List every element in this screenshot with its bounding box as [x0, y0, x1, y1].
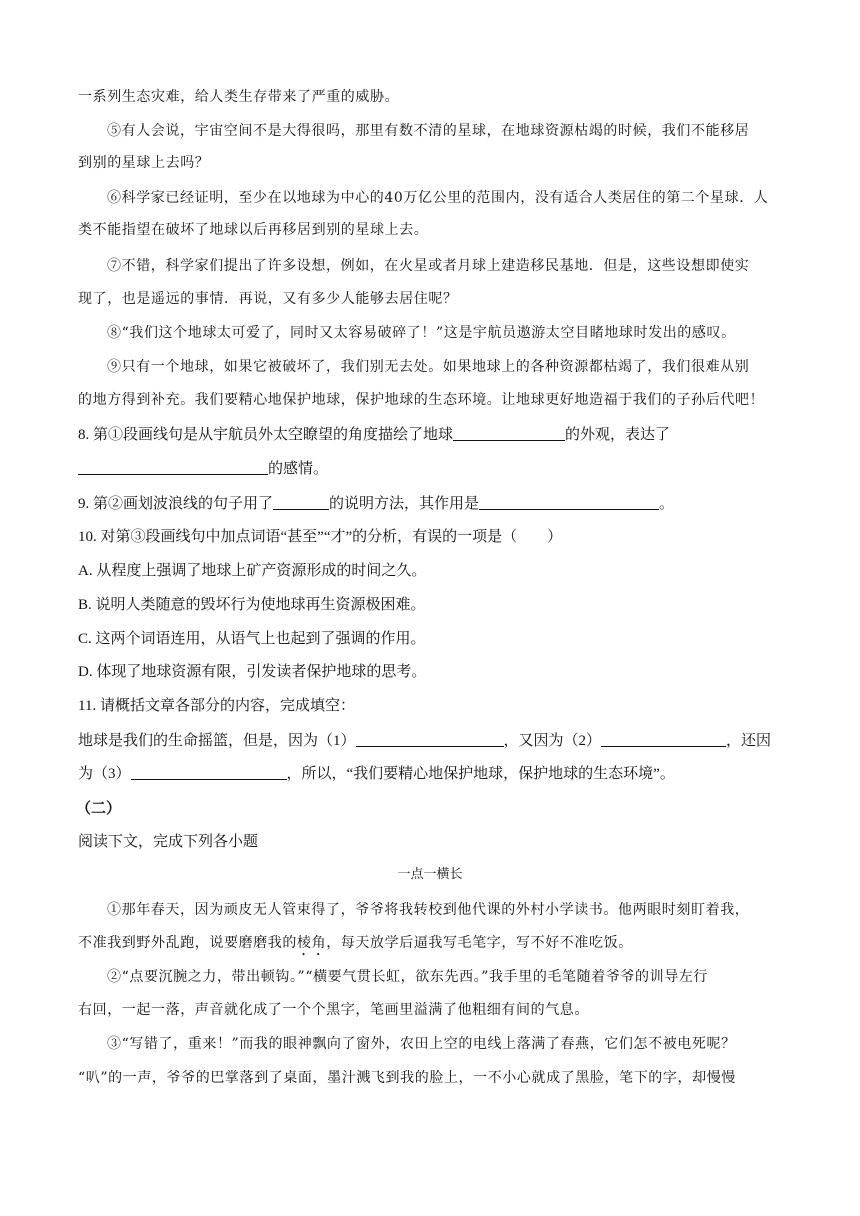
answer-blank-8b[interactable]	[78, 460, 268, 475]
question-10-option-c[interactable]: C. 这两个词语连用，从语气上也起到了强调的作用。	[78, 631, 426, 647]
question-11-text-a: 地球是我们的生命摇篮，但是，因为（1）	[78, 733, 356, 749]
answer-blank-11-2[interactable]	[601, 732, 726, 747]
question-11-text-e: ，所以，“我们要精心地保护地球，保护地球的生态环境”。	[286, 766, 675, 782]
question-11-line-2	[78, 764, 675, 784]
paragraph-8: ⑧“我们这个地球太可爱了，同时又太容易破碎了！”这是宇航员遨游太空目睹地球时发出的感叹。	[107, 325, 736, 341]
answer-blank-8a[interactable]	[453, 426, 565, 441]
question-11-text-c: ，还因	[726, 733, 772, 749]
paragraph-9-line-2: 的地方得到补充。我们要精心地保护地球，保护地球的生态环境。让地球更好地造福于我们的子孙后代吧！	[78, 392, 765, 408]
paragraph-6-line-1: ⑥科学家已经证明，至少在以地球为中心的40万亿公里的范围内，没有适合人类居住的第二个星球．人	[107, 190, 769, 206]
answer-blank-11-1[interactable]	[356, 732, 504, 747]
question-8	[78, 425, 670, 445]
question-8-text-c: 的感情。	[268, 461, 329, 477]
section-2-instruction: 阅读下文，完成下列各小题	[78, 834, 259, 850]
article-title: 一点一横长	[397, 867, 463, 882]
article-paragraph-1-text-b: ，每天放学后逼我写毛笔字，写不好不准吃饭。	[326, 935, 633, 951]
article-paragraph-3-line-1: ③“写错了，重来！”而我的眼神飘向了窗外，农田上空的电线上落满了春燕，它们怎不被电死呢？	[107, 1036, 736, 1052]
question-10-option-d[interactable]: D. 体现了地球资源有限，引发读者保护地球的思考。	[78, 664, 427, 680]
question-10: 10. 对第③段画线句中加点词语“甚至”“才”的分析，有误的一项是（ ）	[78, 529, 563, 545]
question-9-text-c: 。	[659, 496, 675, 512]
question-11-text-d: 为（3）	[78, 766, 131, 782]
paragraph-7-line-1: ⑦不错，科学家们提出了许多设想，例如，在火星或者月球上建造移民基地．但是，这些设想即使实	[107, 258, 750, 274]
article-paragraph-2-line-2: 右回，一起一落，声音就化成了一个个黑字，笔画里溢满了他粗细有间的气息。	[78, 1002, 589, 1018]
paragraph-5-line-2: 到别的星球上去吗？	[78, 155, 210, 171]
question-11: 11. 请概括文章各部分的内容，完成填空：	[78, 698, 355, 714]
article-paragraph-3-line-2: “叭”的一声，爷爷的巴掌落到了桌面，墨汁溅飞到我的脸上，一不小心就成了黑脸，笔下的字，却慢慢	[78, 1070, 736, 1086]
question-11-line-1	[78, 731, 771, 751]
paragraph-7-line-2: 现了，也是遥远的事情．再说，又有多少人能够去居住呢？	[78, 291, 458, 307]
paragraph-6-line-2: 类不能指望在破坏了地球以后再移居到别的星球上去。	[78, 222, 429, 238]
question-11-text-b: ，又因为（2）	[503, 733, 602, 749]
article-paragraph-1-line-2	[78, 933, 633, 959]
article-paragraph-1-text-a: 不准我到野外乱跑，说要磨磨我的	[78, 935, 297, 951]
question-8-continued	[78, 459, 328, 479]
question-8-text-a: 8. 第①段画线句是从宇航员外太空瞭望的角度描绘了地球	[78, 427, 454, 443]
paragraph-9-line-1: ⑨只有一个地球，如果它被破坏了，我们别无去处。如果地球上的各种资源都枯竭了，我们很难从别	[107, 359, 750, 375]
answer-blank-9a[interactable]	[273, 495, 329, 510]
paragraph-5-line-1: ⑤有人会说，宇宙空间不是大得很吗，那里有数不清的星球，在地球资源枯竭的时候，我们不能移居	[107, 123, 750, 139]
question-10-option-b[interactable]: B. 说明人类随意的毁坏行为使地球再生资源极困难。	[78, 597, 426, 613]
dotted-word: 棱角	[297, 935, 327, 951]
question-10-option-a[interactable]: A. 从程度上强调了地球上矿产资源形成的时间之久。	[78, 563, 427, 579]
article-paragraph-1-line-1: ①那年春天，因为顽皮无人管束得了，爷爷将我转校到他代课的外村小学读书。他两眼时刻盯着我，	[107, 902, 750, 918]
answer-blank-9b[interactable]	[479, 495, 659, 510]
question-8-text-b: 的外观，表达了	[565, 427, 671, 443]
section-2-heading: （二）	[76, 799, 122, 817]
article-paragraph-2-line-1: ②“点要沉腕之力，带出顿钩。”“横要气贯长虹，欲东先西。”我手里的毛笔随着爷爷的训导左行	[107, 969, 709, 985]
question-9-text-b: 的说明方法，其作用是	[329, 496, 480, 512]
question-9-text-a: 9. 第②画划波浪线的句子用了	[78, 496, 274, 512]
paragraph-4-end: 一系列生态灾难，给人类生存带来了严重的威胁。	[78, 89, 400, 105]
answer-blank-11-3[interactable]	[131, 765, 287, 780]
question-9	[78, 494, 674, 514]
